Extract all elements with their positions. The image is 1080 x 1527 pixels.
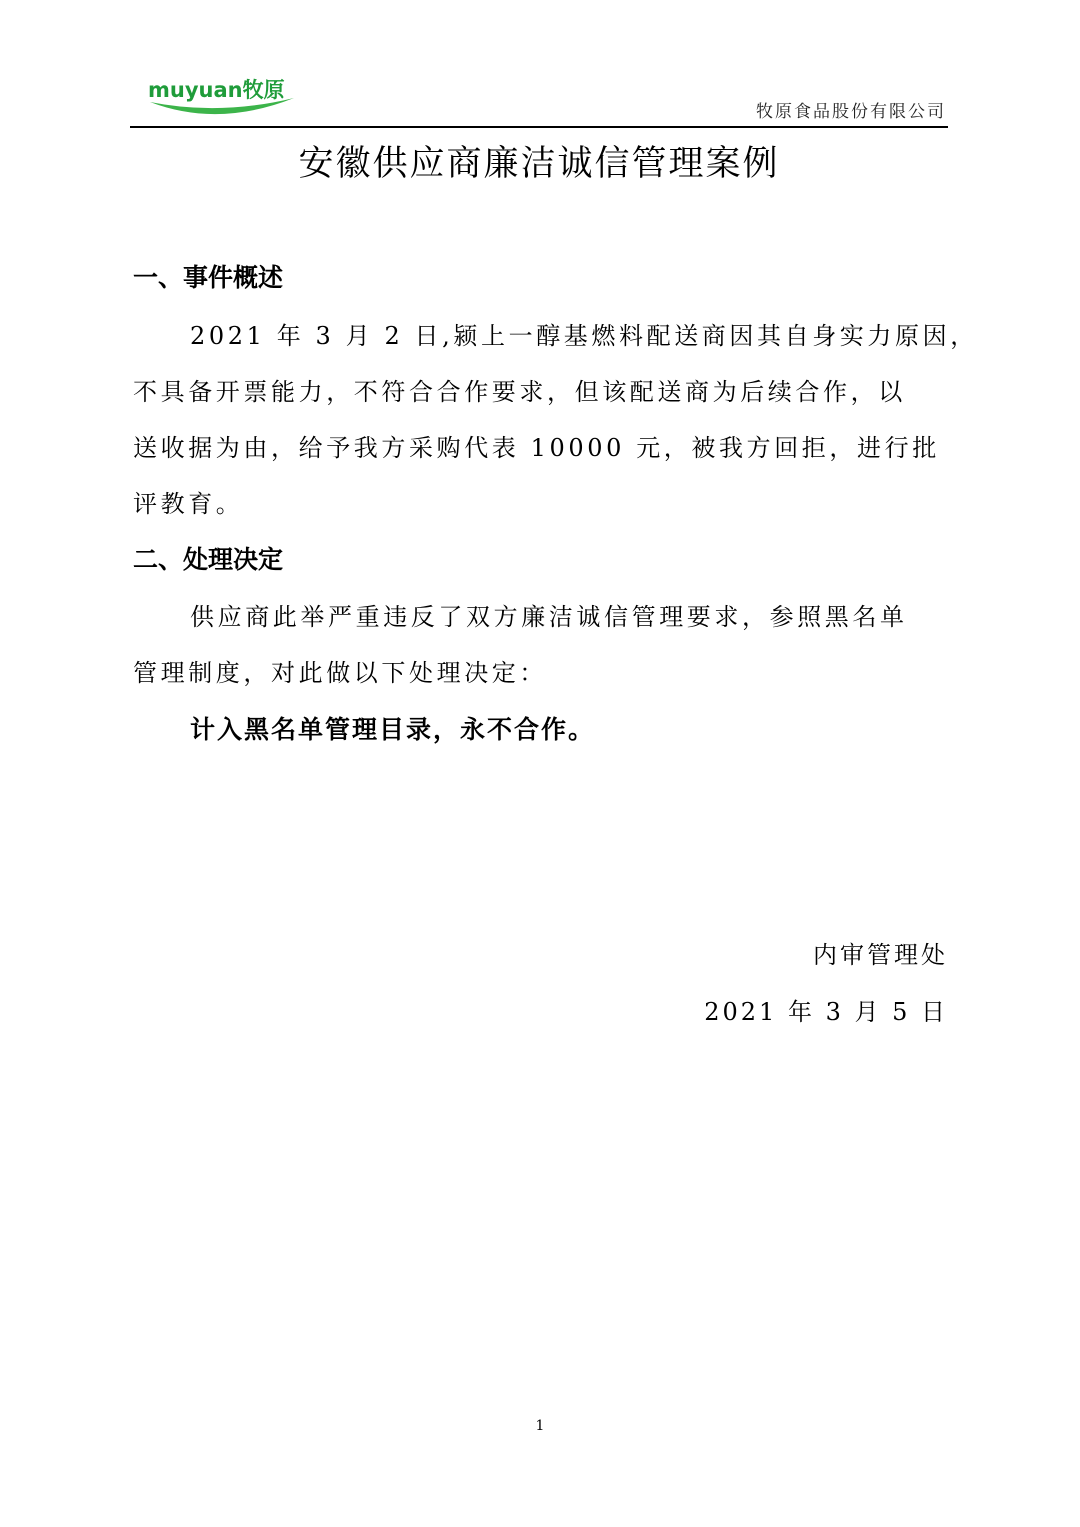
section-heading-overview: 一、事件概述 [133, 263, 284, 292]
page-header [130, 66, 948, 128]
decision-statement: 计入黑名单管理目录，永不合作。 [190, 715, 596, 744]
paragraph-line: 管理制度，对此做以下处理决定： [133, 659, 547, 687]
logo-text: muyuan牧原 [148, 78, 285, 102]
logo-swoosh-icon [148, 94, 298, 124]
signature-date: 2021 年 3 月 5 日 [704, 998, 948, 1026]
company-name: 牧原食品股份有限公司 [756, 102, 946, 122]
page-number: 1 [535, 1418, 545, 1434]
paragraph-line: 2021 年 3 月 2 日,颍上一醇基燃料配送商因其自身实力原因， [190, 322, 978, 350]
section-heading-decision: 二、处理决定 [133, 545, 284, 574]
page-title: 安徽供应商廉洁诚信管理案例 [298, 144, 780, 184]
paragraph-line: 评教育。 [133, 490, 244, 518]
paragraph-line: 供应商此举严重违反了双方廉洁诚信管理要求，参照黑名单 [190, 603, 908, 631]
muyuan-logo [148, 74, 288, 122]
paragraph-line: 不具备开票能力，不符合合作要求，但该配送商为后续合作，以 [133, 378, 906, 406]
signature-department: 内审管理处 [813, 941, 948, 969]
paragraph-line: 送收据为由，给予我方采购代表 10000 元，被我方回拒，进行批 [133, 434, 940, 462]
